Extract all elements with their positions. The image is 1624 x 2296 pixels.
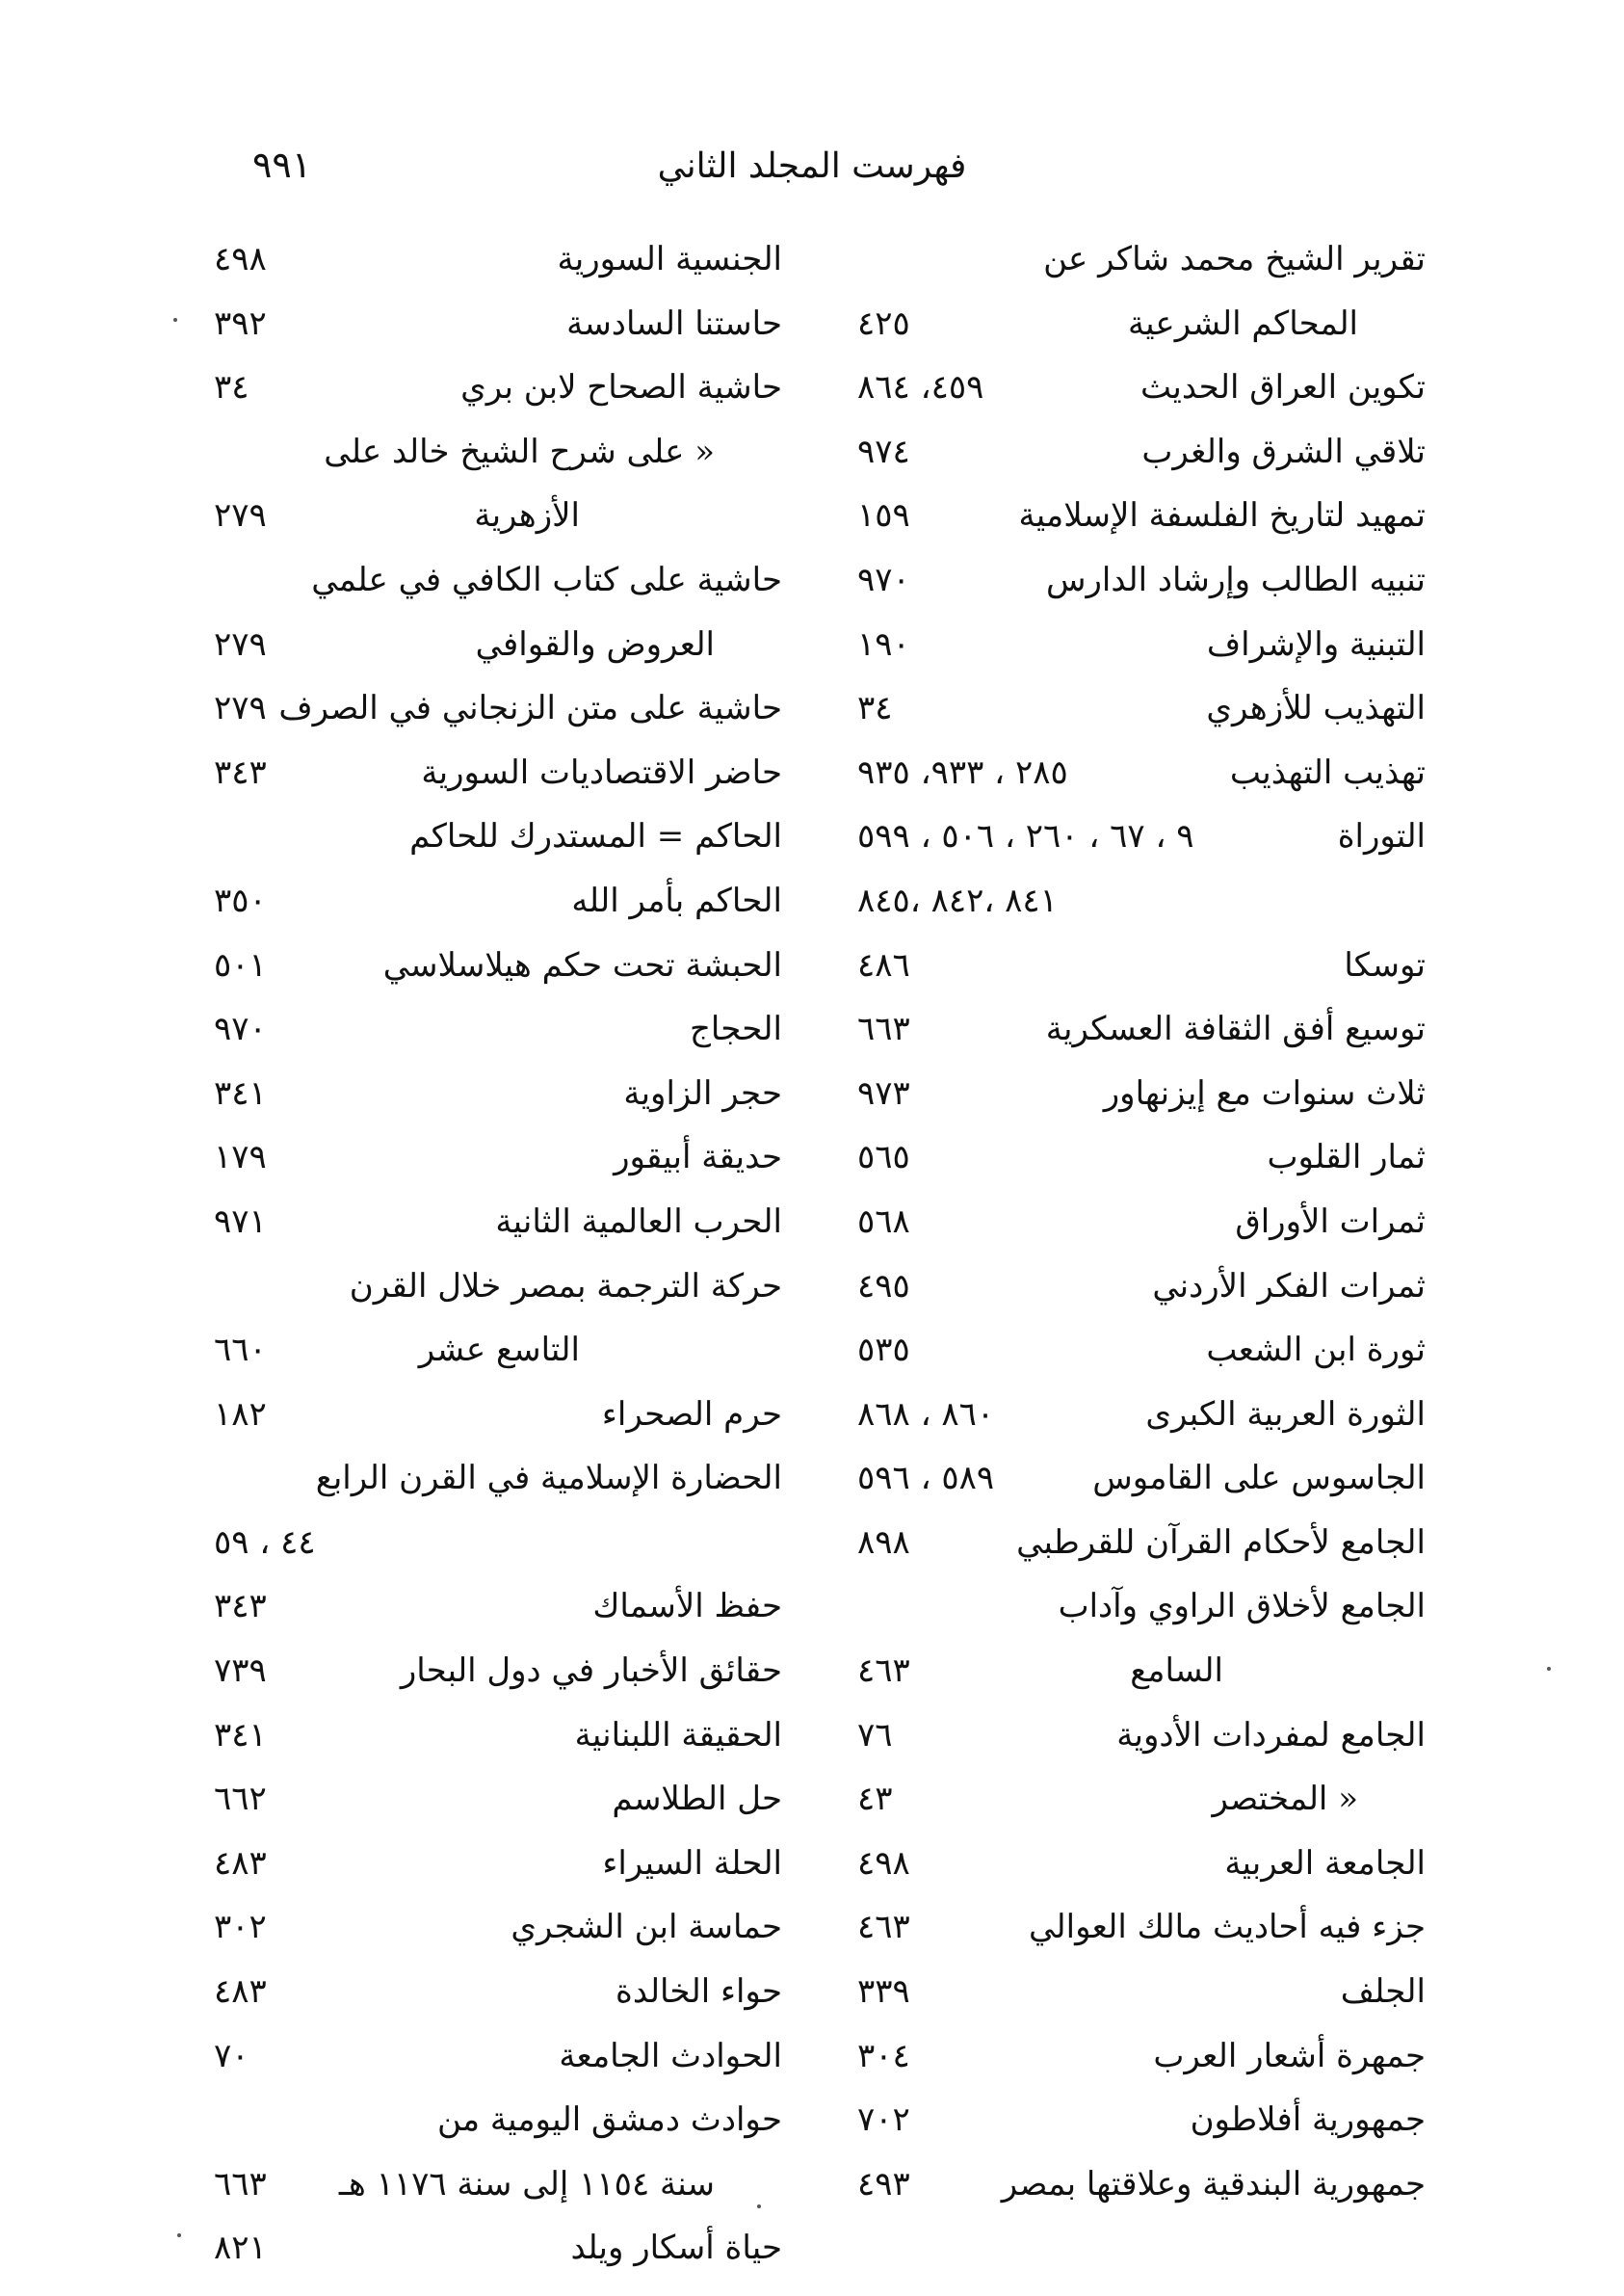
entry-title: جمهورية البندقية وعلاقتها بمصر: [1001, 2164, 1426, 2204]
index-column-left: [214, 227, 782, 2281]
entry-page-refs: ٢٧٩: [214, 624, 267, 664]
index-entry: [214, 2088, 782, 2152]
index-entry: [857, 1960, 1426, 2024]
entry-title: ثورة ابن الشعب: [1206, 1331, 1426, 1370]
entry-title: الحبشة تحت حكم هيلاسلاسي: [382, 945, 782, 985]
index-entry: [857, 1190, 1426, 1254]
entry-page-refs: ٩٧٤: [857, 432, 910, 471]
entry-page-refs: ٣٤١: [214, 1715, 267, 1755]
entry-page-refs: ١٨٢: [214, 1394, 267, 1434]
entry-page-refs: ٤٩٨: [214, 240, 267, 278]
index-entry: [857, 1574, 1426, 1639]
entry-title: ثمار القلوب: [1267, 1138, 1426, 1177]
entry-page-refs: ٣٣٩: [857, 1972, 910, 2012]
index-entry: [857, 1446, 1426, 1511]
entry-page-refs: ٦٦٣: [857, 1010, 910, 1049]
index-entry: [857, 548, 1426, 613]
index-entry: [214, 1895, 782, 1960]
index-entry: [857, 292, 1426, 356]
entry-page-refs: ٣٤١: [214, 1073, 267, 1113]
entry-title: حياة أسكار ويلد: [570, 2229, 782, 2268]
index-entry: [857, 2024, 1426, 2089]
index-entry: [214, 1511, 782, 1575]
index-entry: [857, 1767, 1426, 1832]
entry-page-refs: ٤٦٣: [857, 1651, 910, 1691]
entry-page-refs: ٨٤١ ،٨٤٢ ،٨٤٥: [857, 881, 1058, 920]
entry-page-refs: ٤٥٩، ٨٦٤: [857, 368, 984, 408]
entry-page-refs: ٢٨٥ ، ٩٣٣، ٩٣٥: [857, 752, 1068, 792]
entry-title: الثورة العربية الكبرى: [1145, 1394, 1426, 1434]
index-entry: [214, 934, 782, 998]
entry-title: التوراة: [1337, 817, 1426, 857]
entry-page-refs: ٨٩٨: [857, 1522, 910, 1562]
index-entry: [857, 1703, 1426, 1768]
entry-page-refs: ٤٨٣: [214, 1843, 267, 1883]
entry-title: حواء الخالدة: [616, 1972, 782, 2012]
scan-speck: [177, 2233, 181, 2237]
entry-page-refs: ١٩٠: [857, 624, 910, 664]
entry-title: تكوين العراق الحديث: [1139, 368, 1426, 408]
entry-page-refs: ٤٨٦: [857, 945, 910, 985]
entry-title: تقرير الشيخ محمد شاكر عن: [1043, 240, 1426, 278]
scan-speck: [173, 318, 177, 322]
entry-title: الحجاج: [689, 1010, 782, 1049]
index-entry: [857, 869, 1426, 934]
entry-title: الحضارة الإسلامية في القرن الرابع: [315, 1459, 782, 1498]
index-entry: [214, 869, 782, 934]
index-entry: [214, 484, 782, 548]
index-entry: [214, 1446, 782, 1511]
entry-page-refs: ٣٥٠: [214, 881, 267, 920]
scan-speck: [757, 2204, 761, 2208]
entry-title: ثمرات الأوراق: [1235, 1201, 1426, 1241]
entry-title: تلاقي الشرق والغرب: [1141, 432, 1426, 471]
index-entry: [214, 420, 782, 485]
index-entry: [857, 1511, 1426, 1575]
entry-title: حركة الترجمة بمصر خلال القرن: [349, 1266, 782, 1306]
entry-title: الأزهرية: [474, 496, 580, 536]
index-entry: [214, 227, 782, 292]
entry-title: الجنسية السورية: [557, 240, 782, 278]
index-entry: [857, 2088, 1426, 2152]
entry-page-refs: ٧٠٢: [857, 2100, 910, 2140]
entry-page-refs: ٣٤٣: [214, 752, 267, 792]
index-entry: [214, 997, 782, 1062]
entry-page-refs: ١٥٩: [857, 496, 910, 536]
entry-title: السامع: [1130, 1651, 1223, 1691]
entry-page-refs: ٨٦٠ ، ٨٦٨: [857, 1394, 995, 1434]
entry-title: « المختصر: [1212, 1780, 1358, 1819]
index-entry: [857, 805, 1426, 869]
index-entry: [214, 1254, 782, 1319]
index-entry: [857, 1125, 1426, 1190]
entry-title: حوادث دمشق اليومية من: [436, 2100, 782, 2140]
entry-page-refs: ٣٠٤: [857, 2036, 910, 2075]
entry-title: الجامع لأخلاق الراوي وآداب: [1058, 1587, 1426, 1626]
entry-title: التاسع عشر: [418, 1331, 580, 1370]
entry-page-refs: ٤٢٥: [857, 303, 910, 343]
entry-page-refs: ٥٦٥: [857, 1138, 910, 1177]
index-entry: [857, 420, 1426, 485]
entry-title: التهذيب للأزهري: [1206, 689, 1426, 728]
entry-title: تنبيه الطالب وإرشاد الدارس: [1046, 560, 1426, 599]
entry-page-refs: ٤٦٣: [857, 1908, 910, 1947]
index-entry: [857, 2152, 1426, 2217]
index-entry: [214, 292, 782, 356]
index-entry: [214, 1960, 782, 2024]
entry-page-refs: ٤٤ ، ٥٩: [214, 1522, 316, 1562]
entry-page-refs: ٣٤: [214, 368, 249, 408]
entry-title: حديقة أبيقور: [614, 1138, 782, 1177]
entry-title: حفظ الأسماك: [592, 1587, 782, 1626]
index-entry: [214, 805, 782, 869]
entry-page-refs: ٤٣: [857, 1780, 893, 1819]
entry-title: المحاكم الشرعية: [1127, 303, 1358, 343]
entry-page-refs: ٩٧٠: [214, 1010, 267, 1049]
index-entry: [214, 1574, 782, 1639]
entry-title: الجامعة العربية: [1224, 1843, 1426, 1883]
entry-page-refs: ٦٦٢: [214, 1780, 267, 1819]
entry-page-refs: ٤٩٥: [857, 1266, 910, 1306]
entry-page-refs: ٥٠١: [214, 945, 267, 985]
index-entry: [214, 1767, 782, 1832]
index-entry: [214, 356, 782, 420]
entry-title: تمهيد لتاريخ الفلسفة الإسلامية: [1018, 496, 1426, 536]
index-entry: [214, 1383, 782, 1447]
entry-page-refs: ٦٦٠: [214, 1331, 267, 1370]
entry-title: ثمرات الفكر الأردني: [1152, 1266, 1426, 1306]
entry-title: « على شرح الشيخ خالد على: [324, 432, 715, 471]
index-entry: [857, 1318, 1426, 1383]
index-entry: [214, 548, 782, 613]
index-entry: [857, 1895, 1426, 1960]
entry-title: جمهرة أشعار العرب: [1153, 2036, 1426, 2075]
entry-title: حرم الصحراء: [601, 1394, 782, 1434]
index-entry: [857, 1639, 1426, 1703]
entry-title: حماسة ابن الشجري: [511, 1908, 782, 1947]
entry-page-refs: ٥٨٩ ، ٥٩٦: [857, 1459, 995, 1498]
index-entry: [214, 613, 782, 677]
index-entry: [857, 613, 1426, 677]
index-entry: [214, 1832, 782, 1896]
entry-title: توسيع أفق الثقافة العسكرية: [1045, 1010, 1426, 1049]
index-entry: [214, 1318, 782, 1383]
entry-title: الحلة السيراء: [602, 1843, 782, 1883]
index-entry: [214, 1190, 782, 1254]
index-entry: [857, 1383, 1426, 1447]
entry-page-refs: ٤٩٣: [857, 2164, 910, 2204]
entry-page-refs: ٩٧١: [214, 1201, 267, 1241]
index-entry: [857, 741, 1426, 805]
entry-title: الجامع لمفردات الأدوية: [1116, 1715, 1426, 1755]
entry-page-refs: ٣٩٢: [214, 303, 267, 343]
entry-page-refs: ٩٧٣: [857, 1073, 910, 1113]
entry-title: الجامع لأحكام القرآن للقرطبي: [1016, 1522, 1426, 1562]
entry-title: جمهورية أفلاطون: [1190, 2100, 1426, 2140]
index-entry: [214, 1062, 782, 1126]
entry-page-refs: ٤٨٣: [214, 1972, 267, 2012]
entry-page-refs: ٤٩٨: [857, 1843, 910, 1883]
entry-page-refs: ٩ ، ٦٧ ، ٢٦٠ ، ٥٠٦ ، ٥٩٩: [857, 817, 1194, 857]
entry-title: حقائق الأخبار في دول البحار: [400, 1651, 782, 1691]
entry-page-refs: ٥٦٨: [857, 1201, 910, 1241]
index-entry: [214, 2152, 782, 2217]
page-title: فهرست المجلد الثاني: [657, 146, 967, 186]
index-column-right: [857, 227, 1426, 2216]
index-entry: [857, 227, 1426, 292]
entry-title: جزء فيه أحاديث مالك العوالي: [1028, 1908, 1426, 1947]
entry-title: حاشية على كتاب الكافي في علمي: [311, 560, 782, 599]
entry-title: العروض والقوافي: [475, 624, 715, 664]
entry-page-refs: ٣٠٢: [214, 1908, 267, 1947]
entry-page-refs: ١٧٩: [214, 1138, 267, 1177]
entry-title: ثلاث سنوات مع إيزنهاور: [1103, 1073, 1426, 1113]
entry-page-refs: ٥٣٥: [857, 1331, 910, 1370]
entry-title: الحوادث الجامعة: [559, 2036, 782, 2075]
entry-title: حل الطلاسم: [612, 1780, 782, 1819]
entry-page-refs: ٩٧٠: [857, 560, 910, 599]
index-entry: [214, 1703, 782, 1768]
entry-page-refs: ٨٢١: [214, 2229, 267, 2268]
entry-page-refs: ٦٦٣: [214, 2164, 267, 2204]
entry-page-refs: ٧٦: [857, 1715, 893, 1755]
index-entry: [857, 1254, 1426, 1319]
page-number: ٩٩١: [252, 144, 312, 186]
index-entry: [214, 2024, 782, 2089]
entry-title: حاضر الاقتصاديات السورية: [421, 752, 782, 792]
entry-title: الحاكم = المستدرك للحاكم: [409, 817, 782, 857]
entry-title: الجاسوس على القاموس: [1092, 1459, 1426, 1498]
entry-page-refs: ٧٣٩: [214, 1651, 267, 1691]
index-entry: [214, 741, 782, 805]
entry-title: حجر الزاوية: [623, 1073, 782, 1113]
entry-title: حاشية الصحاح لابن بري: [460, 368, 782, 408]
entry-title: توسكا: [1344, 945, 1426, 985]
index-entry: [214, 676, 782, 741]
index-entry: [214, 1639, 782, 1703]
entry-title: الحقيقة اللبنانية: [574, 1715, 782, 1755]
entry-title: سنة ١١٥٤ إلى سنة ١١٧٦ هـ: [338, 2164, 715, 2204]
index-entry: [857, 676, 1426, 741]
index-entry: [214, 1125, 782, 1190]
index-entry: [857, 484, 1426, 548]
entry-page-refs: ٧٠: [214, 2036, 249, 2075]
index-entry: [857, 1832, 1426, 1896]
index-entry: [857, 1062, 1426, 1126]
entry-title: التبنية والإشراف: [1206, 624, 1426, 664]
index-entry: [857, 934, 1426, 998]
entry-page-refs: ٢٧٩: [214, 496, 267, 536]
entry-page-refs: ٣٤: [857, 689, 893, 728]
entry-title: الجلف: [1340, 1972, 1426, 2012]
entry-title: تهذيب التهذيب: [1229, 752, 1426, 792]
entry-title: حاشية على متن الزنجاني في الصرف: [278, 689, 782, 728]
index-entry: [857, 356, 1426, 420]
entry-title: الحرب العالمية الثانية: [495, 1201, 782, 1241]
index-entry: [857, 997, 1426, 1062]
entry-page-refs: ٢٧٩: [214, 689, 267, 728]
index-entry: [214, 2216, 782, 2281]
entry-page-refs: ٣٤٣: [214, 1587, 267, 1626]
scan-speck: [1547, 1667, 1551, 1671]
entry-title: الحاكم بأمر الله: [571, 881, 782, 920]
entry-title: حاستنا السادسة: [566, 303, 782, 343]
